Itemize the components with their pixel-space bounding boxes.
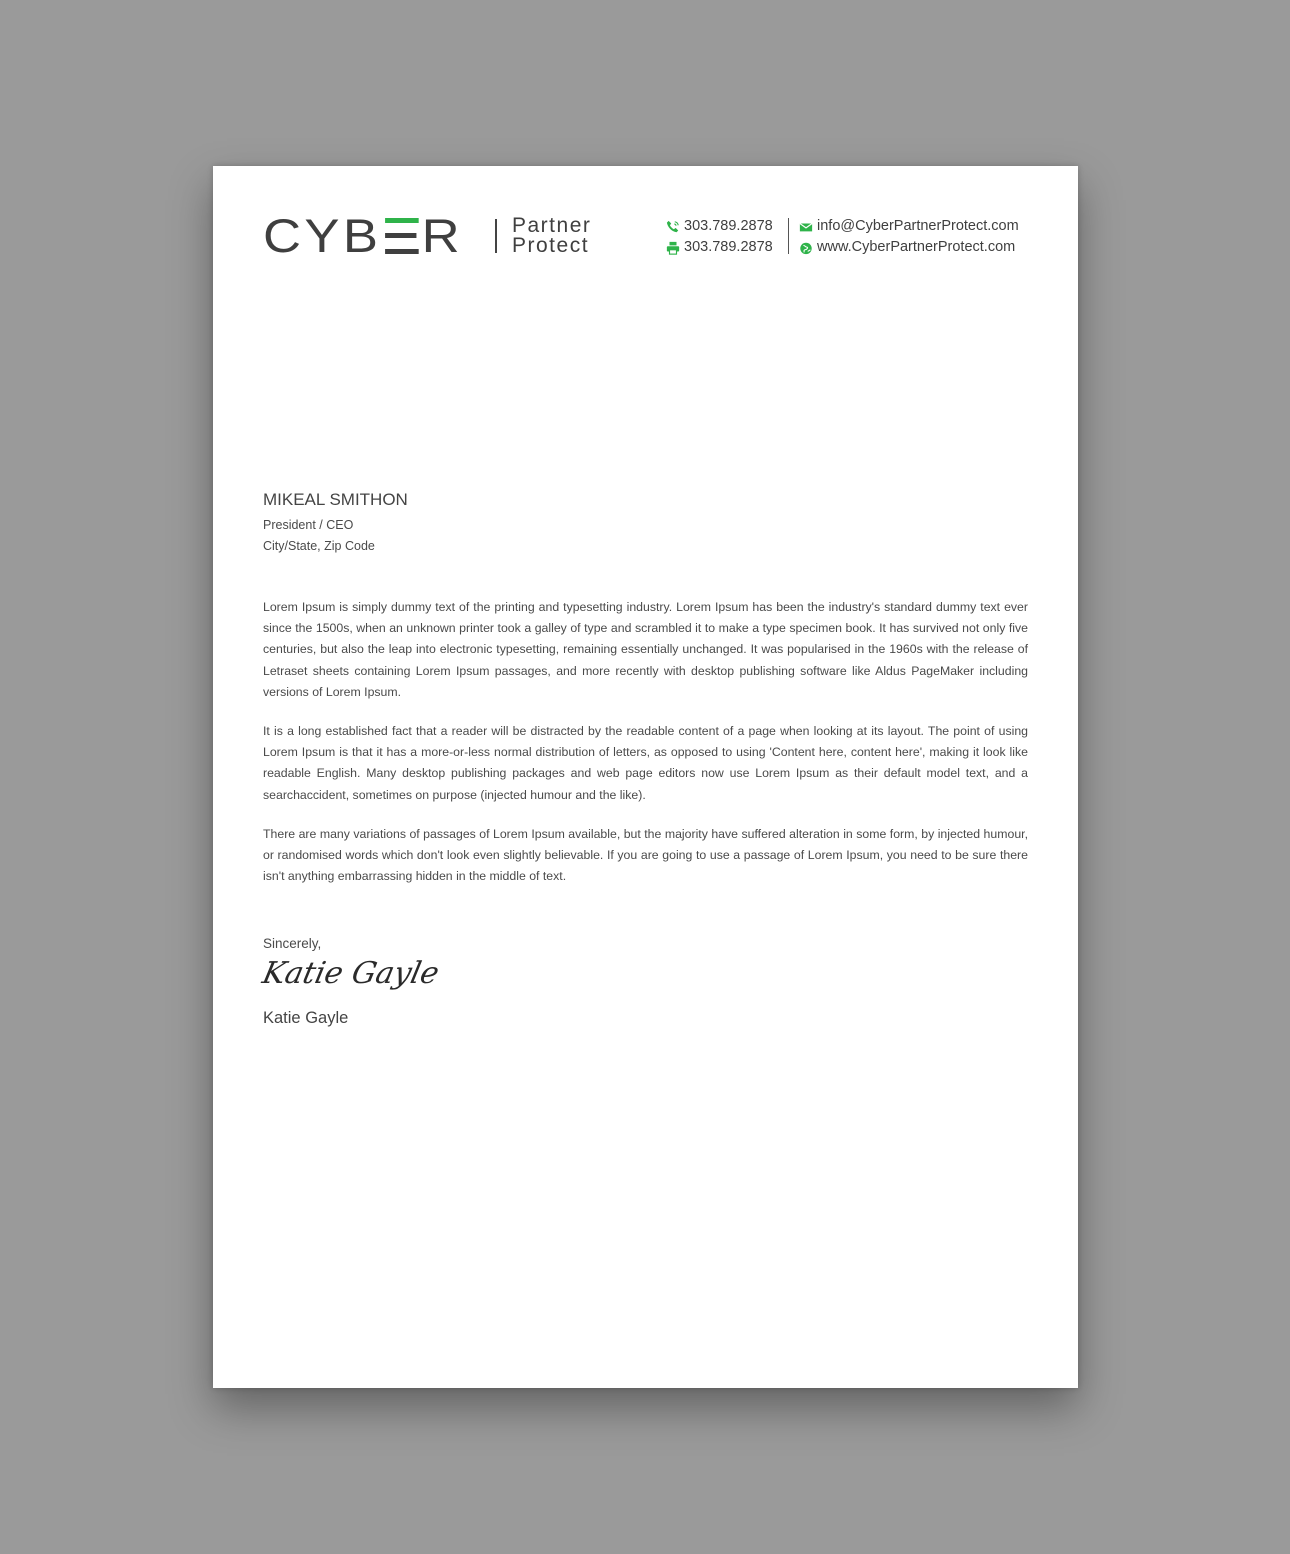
company-logo — [263, 209, 592, 262]
signer-name: Katie Gayle — [263, 1009, 349, 1027]
body-paragraph: There are many variations of passages of Lorem Ipsum available, but the majority have suffered alteration in some form, by injected humour, or randomised words which don't look even slightly believable. If you are going to use a passage of Lorem Ipsum, you need to be sure there isn't anything embarrassing hidden in the middle of text. — [263, 826, 1028, 884]
recipient-name: MIKEAL SMITHON — [263, 490, 408, 509]
letter-body — [263, 597, 1028, 905]
fax-number[interactable]: 303.789.2878 — [684, 239, 773, 255]
body-paragraph: It is a long established fact that a reader will be distracted by the readable content of a page when looking at its layout. The point of using Lorem Ipsum is that it has a more-or-less normal distribution of letters, as opposed to using 'Content here, content here', making it look like readable English. Many desktop publishing packages and web page editors now use Lorem Ipsum as their default model text, and a searchaccident, sometimes on purpose (injected humour and the like). — [263, 724, 1028, 802]
recipient-title: President / CEO — [263, 518, 354, 532]
mail-icon — [799, 220, 813, 234]
contact-divider — [788, 218, 789, 254]
body-paragraph: Lorem Ipsum is simply dummy text of the printing and typesetting industry. Lorem Ipsum has been the industry's standard dummy text ever since the 1500s, when an unknown printer took a galley of type and scrambled it to make a type specimen book. It has survived not only five centuries, but also the leap into electronic typesetting, remaining essentially unchanged. It was popularised in the 1960s with the release of Letraset sheets containing Lorem Ipsum passages, and more recently with desktop publishing software like Aldus PageMaker including versions of Lorem Ipsum. — [263, 600, 1028, 699]
logo-sub-line1: Partner — [512, 214, 592, 237]
closing-salutation: Sincerely, — [263, 936, 322, 951]
logo-subtitle — [512, 216, 591, 256]
contact-phones — [666, 216, 773, 258]
website-link[interactable]: www.CyberPartnerProtect.com — [817, 239, 1016, 255]
contact-web — [799, 216, 1019, 258]
globe-icon — [799, 241, 813, 255]
phone-number[interactable]: 303.789.2878 — [684, 218, 773, 234]
logo-e-glyph — [385, 218, 419, 254]
phone-icon — [666, 220, 680, 234]
signature: Katie Gayle — [259, 956, 443, 991]
recipient-block — [263, 490, 408, 557]
logo-text-suffix: R — [421, 209, 464, 262]
recipient-location: City/State, Zip Code — [263, 539, 375, 553]
fax-icon — [666, 241, 680, 255]
email-link[interactable]: info@CyberPartnerProtect.com — [817, 218, 1019, 234]
logo-wordmark — [263, 209, 464, 262]
logo-text-prefix: CYB — [263, 209, 382, 262]
logo-divider — [495, 219, 497, 253]
logo-sub-line2: Protect — [512, 234, 590, 257]
letterhead-page — [213, 166, 1078, 1388]
